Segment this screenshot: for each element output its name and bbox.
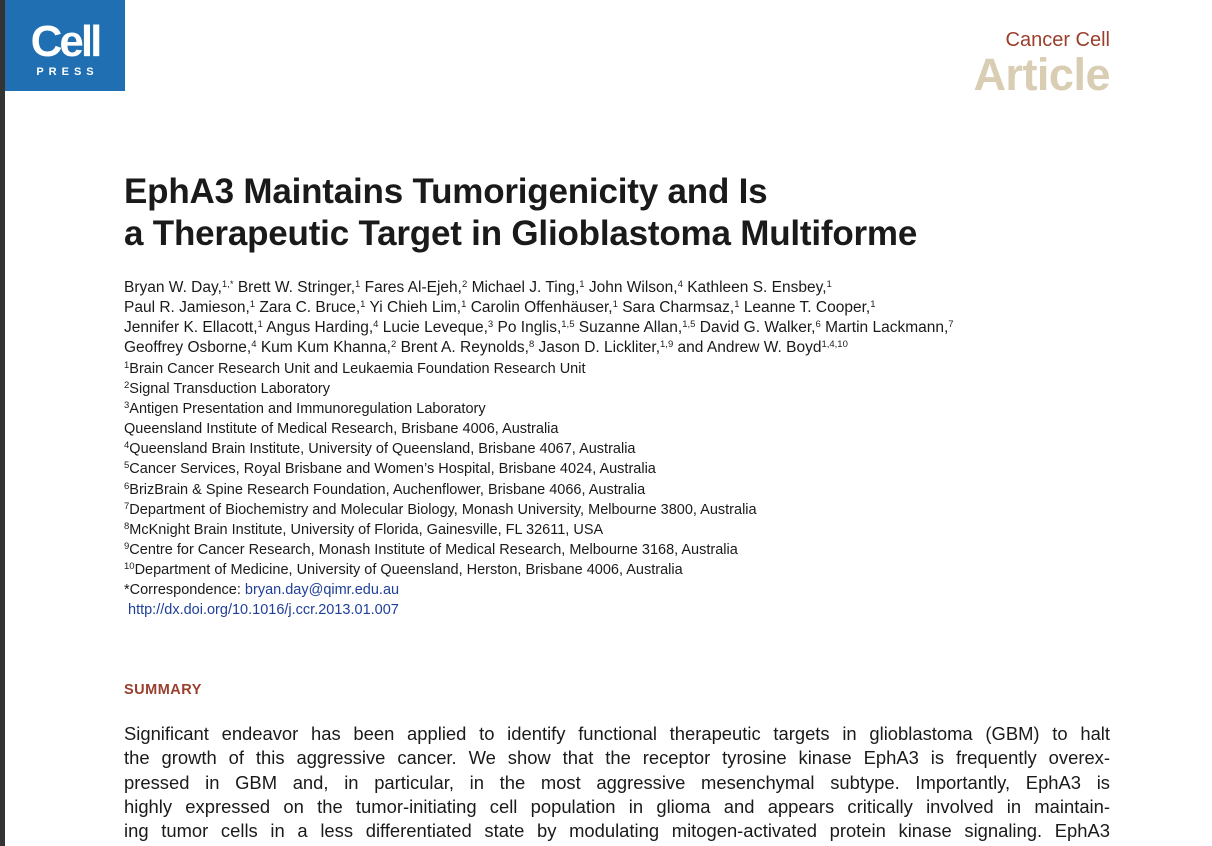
author-name: Paul R. Jamieson, bbox=[124, 299, 250, 316]
author-name: David G. Walker, bbox=[699, 319, 816, 336]
affiliation-item bbox=[124, 540, 757, 560]
author-affiliation-marker: 2 bbox=[390, 339, 397, 350]
author-name: Yi Chieh Lim, bbox=[369, 299, 462, 316]
author-name: Po Inglis, bbox=[497, 319, 562, 336]
author-line bbox=[124, 318, 1124, 338]
author-affiliation-marker: 1,9 bbox=[660, 339, 674, 350]
author-affiliation-marker: 1 bbox=[355, 279, 361, 290]
author-affiliation-marker: 7 bbox=[948, 319, 954, 330]
affiliation-item bbox=[124, 459, 757, 479]
author-name: Zara C. Bruce, bbox=[259, 299, 361, 316]
affiliation-text: Department of Biochemistry and Molecular Biology, Monash University, Melbourne 3800, Australia bbox=[129, 501, 757, 518]
affiliation-number: 1 bbox=[124, 360, 130, 371]
author-name: Kum Kum Khanna, bbox=[260, 339, 391, 356]
affiliation-item bbox=[124, 500, 757, 520]
summary-line: Significant endeavor has been applied to identify functional therapeutic targets in glioblastoma (GBM) to halt bbox=[124, 723, 1110, 744]
summary-paragraph bbox=[124, 722, 1110, 843]
affiliation-text: Centre for Cancer Research, Monash Institute of Medical Research, Melbourne 3168, Australia bbox=[129, 541, 738, 558]
affiliation-text: Cancer Services, Royal Brisbane and Women’s Hospital, Brisbane 4024, Australia bbox=[129, 461, 656, 478]
correspondence-label: *Correspondence: bbox=[124, 582, 245, 599]
author-affiliation-marker: 1 bbox=[257, 319, 263, 330]
author-affiliation-marker: 1 bbox=[826, 279, 832, 290]
affiliation-number: 5 bbox=[124, 460, 130, 472]
author-affiliation-marker: 1,5 bbox=[682, 319, 696, 330]
affiliation-text: Queensland Brain Institute, University of Queensland, Brisbane 4067, Australia bbox=[129, 441, 636, 458]
author-name: and Andrew W. Boyd bbox=[677, 339, 822, 356]
affiliation-number: 9 bbox=[124, 540, 130, 552]
logo-wordmark: Cell bbox=[30, 17, 100, 66]
affiliation-number: 3 bbox=[124, 400, 130, 412]
affiliation-item bbox=[124, 419, 757, 439]
affiliation-number: 8 bbox=[124, 520, 130, 532]
correspondence-email-link[interactable]: bryan.day@qimr.edu.au bbox=[244, 582, 400, 599]
author-line bbox=[124, 338, 1124, 358]
affiliation-text: BrizBrain & Spine Research Foundation, Auchenflower, Brisbane 4066, Australia bbox=[129, 481, 646, 498]
summary-heading: SUMMARY bbox=[124, 682, 202, 698]
correspondence bbox=[124, 580, 757, 600]
summary-line: pressed in GBM and, in particular, in the most aggressive mesenchymal subtype. Importantly, EphA3 is bbox=[124, 771, 1110, 793]
author-affiliation-marker: 1,5 bbox=[561, 319, 575, 330]
affiliation-number: 6 bbox=[124, 480, 130, 492]
article-type-label: Article bbox=[973, 49, 1110, 100]
affiliation-list bbox=[124, 359, 757, 620]
author-name: Martin Lackmann, bbox=[825, 319, 949, 336]
author-name: Brett W. Stringer, bbox=[237, 279, 355, 296]
affiliation-item bbox=[124, 439, 757, 459]
author-name: Suzanne Allan, bbox=[578, 319, 683, 336]
affiliation-text: Brain Cancer Research Unit and Leukaemia Foundation Research Unit bbox=[129, 361, 586, 377]
logo-press-text: PRESS bbox=[36, 66, 99, 78]
affiliation-item bbox=[124, 399, 757, 419]
author-name: Jennifer K. Ellacott, bbox=[124, 319, 258, 336]
author-affiliation-marker: 1 bbox=[360, 299, 366, 310]
author-name: Geoffrey Osborne, bbox=[124, 339, 252, 356]
summary-line: the growth of this aggressive cancer. We show that the receptor tyrosine kinase EphA3 is frequently overex- bbox=[124, 747, 1110, 769]
title-line: a Therapeutic Target in Glioblastoma Multiforme bbox=[124, 214, 918, 253]
author-name: Bryan W. Day, bbox=[124, 279, 222, 296]
title-line: EphA3 Maintains Tumorigenicity and Is bbox=[124, 172, 768, 211]
journal-name: Cancer Cell bbox=[1005, 29, 1110, 51]
author-affiliation-marker: 1,* bbox=[221, 279, 234, 290]
author-affiliation-marker: 1 bbox=[249, 299, 256, 310]
author-affiliation-marker: 4 bbox=[251, 339, 257, 350]
author-affiliation-marker: 4 bbox=[373, 319, 379, 330]
affiliation-item bbox=[124, 560, 757, 580]
affiliation-text: Signal Transduction Laboratory bbox=[129, 381, 331, 398]
affiliation-text: Department of Medicine, University of Queensland, Herston, Brisbane 4006, Australia bbox=[134, 561, 683, 578]
affiliation-number: 10 bbox=[124, 560, 135, 572]
author-name: Brent A. Reynolds, bbox=[400, 339, 529, 356]
author-name: Jason D. Lickliter, bbox=[538, 339, 661, 356]
author-affiliation-marker: 2 bbox=[461, 279, 468, 290]
affiliation-number: 4 bbox=[124, 440, 130, 452]
affiliation-text: McKnight Brain Institute, University of Florida, Gainesville, FL 32611, USA bbox=[129, 521, 604, 538]
author-list bbox=[124, 278, 1124, 358]
affiliation-item bbox=[124, 379, 757, 399]
author-line bbox=[124, 298, 1124, 318]
page-left-border bbox=[0, 0, 5, 846]
author-name: Sara Charmsaz, bbox=[622, 299, 735, 316]
doi-link[interactable]: http://dx.doi.org/10.1016/j.ccr.2013.01.007 bbox=[128, 602, 399, 619]
author-affiliation-marker: 1,4,10 bbox=[821, 339, 848, 350]
author-affiliation-marker: 4 bbox=[677, 279, 683, 290]
author-name: Leanne T. Cooper, bbox=[743, 299, 871, 316]
affiliation-item bbox=[124, 480, 757, 500]
author-line bbox=[124, 278, 1124, 298]
author-affiliation-marker: 8 bbox=[528, 339, 535, 350]
affiliation-text: Antigen Presentation and Immunoregulation Laboratory bbox=[129, 401, 486, 418]
summary-line: highly expressed on the tumor-initiating cell population in glioma and appears critically involved in maintain- bbox=[124, 795, 1110, 817]
affiliation-item bbox=[124, 520, 757, 540]
author-name: Kathleen S. Ensbey, bbox=[687, 279, 827, 296]
affiliation-text: Queensland Institute of Medical Research, Brisbane 4006, Australia bbox=[124, 421, 559, 438]
author-affiliation-marker: 1 bbox=[579, 279, 585, 290]
author-affiliation-marker: 3 bbox=[487, 319, 494, 330]
affiliation-item bbox=[124, 359, 757, 379]
affiliation-number: 7 bbox=[124, 500, 130, 512]
summary-line: ing tumor cells in a less differentiated state by modulating mitogen-activated protein kinase signaling. EphA3 bbox=[124, 820, 1110, 842]
author-affiliation-marker: 1 bbox=[461, 299, 467, 310]
paper-title bbox=[124, 171, 917, 255]
author-affiliation-marker: 1 bbox=[870, 299, 876, 310]
author-name: Lucie Leveque, bbox=[382, 319, 488, 336]
author-name: John Wilson, bbox=[588, 279, 678, 296]
author-name: Carolin Offenhäuser, bbox=[470, 299, 613, 316]
author-name: Angus Harding, bbox=[266, 319, 374, 336]
author-affiliation-marker: 1 bbox=[612, 299, 618, 310]
affiliation-number: 2 bbox=[124, 380, 130, 392]
author-affiliation-marker: 6 bbox=[815, 319, 821, 330]
cell-press-logo bbox=[5, 0, 125, 91]
author-name: Fares Al-Ejeh, bbox=[364, 279, 462, 296]
author-affiliation-marker: 1 bbox=[734, 299, 740, 310]
doi-line bbox=[124, 600, 757, 620]
author-name: Michael J. Ting, bbox=[471, 279, 580, 296]
